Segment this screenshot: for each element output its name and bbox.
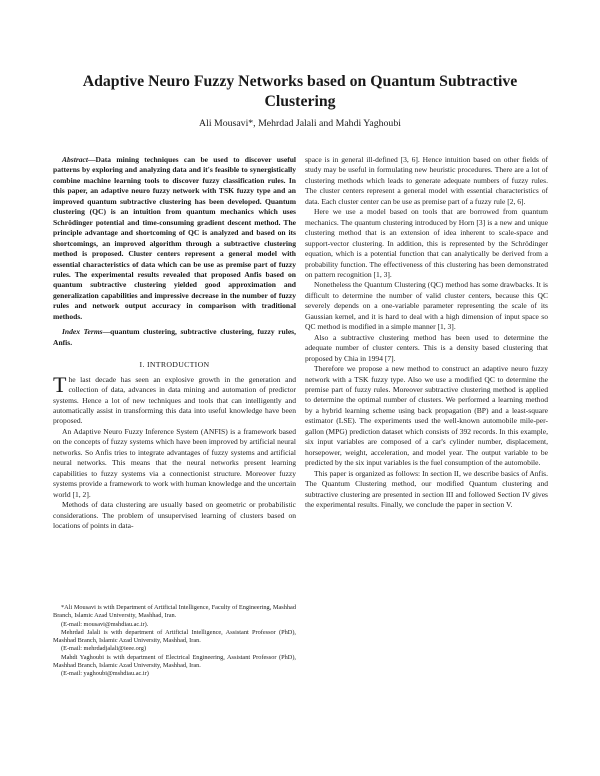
- index-terms: [53, 327, 296, 348]
- footnote-email-2: (E-mail: mehrdadjalali@ieee.org): [61, 645, 147, 653]
- right-paragraph-2: Here we use a model based on tools that are borrowed from quantum mechanics. The quantum clustering introduced by Horn [3] is a new and unique clustering method that is an extension of idea inherent to scale-space and support-vector clustering. In addition, this is represented by the Schrödinger equation, which is a potential function that can analytically be derived from a probability function. The effectiveness of this clustering has been demonstrated on pattern recognition [1, 3].: [305, 207, 548, 279]
- index-terms-label: Index Terms: [62, 327, 103, 337]
- right-column: [305, 155, 548, 510]
- intro-paragraph-3: Methods of data clustering are usually based on geometric or probabilistic considerations. The problem of unsupervised learning of clusters based on locations of points in data-: [53, 500, 296, 530]
- footnote-email-3: (E-mail: yaghoubi@mshdiau.ac.ir): [61, 670, 149, 678]
- left-column: [53, 155, 296, 531]
- author-footnotes: [53, 604, 296, 679]
- right-paragraph-4: Also a subtractive clustering method has been used to determine the adequate number of cluster centers. This is a density based clustering that proposed by Chia in 1994 [7].: [305, 332, 548, 363]
- footnote-author-2: Mehrdad Jalali is with department of Artificial Intelligence, Assistant Professor (PhD), Mashhad Branch, Islamic Azad University, Mashhad, Iran.: [53, 628, 296, 645]
- right-paragraph-5: Therefore we propose a new method to construct an adaptive neuro fuzzy network with a TSK fuzzy type. Also we use a modified QC to determine the premise part of fuzzy rules. Moreover subtractive clustering method is applied to determine the optimal number of clusters. We performed a learning method by a hybrid learning scheme using back propagation (BP) and a least-square estimator (LSE). The experiments used the well-known automobile mile-per-gallon (MPG) prediction dataset which consists of 392 records. In this example, six input variables are composed of a car's cylinder number, displacement, horsepower, weight, acceleration, and model year. The output variable to be predicted by the six input variables is the fuel consumption of the automobile.: [305, 364, 548, 468]
- dropcap-letter: T: [53, 371, 67, 397]
- footnote-author-1: *Ali Mousavi is with Department of Artificial Intelligence, Faculty of Engineering, Mashhad Branch, Islamic Azad University, Mashhad, Iran.: [53, 604, 296, 620]
- footnote-email-1: (E-mail: mousavi@mshdiau.ac.ir).: [61, 620, 149, 628]
- index-terms-text: —quantum clustering, subtractive clustering, fuzzy rules, Anfis.: [53, 327, 296, 347]
- intro-paragraph-1-text: he last decade has seen an explosive growth in the generation and collection of data, advances in data mining and automation of predictor systems. Hence a lot of new techniques and tools that can intelligently and automatically assist in transforming this data into useful knowledge have been proposed.: [53, 374, 296, 426]
- right-paragraph-1: space is in general ill-defined [3, 6]. Hence intuition based on other fields of study may be useful in formulating new heuristic procedures. There are a lot of clustering methods which leads to generate adequate numbers of fuzzy rules. The cluster centers represent a general model with essential characteristics of data. Each cluster center can be use as premise part of a fuzzy rule [2, 6].: [305, 155, 548, 206]
- paper-authors: Ali Mousavi*, Mehrdad Jalali and Mahdi Yaghoubi: [199, 118, 401, 129]
- abstract: [53, 155, 296, 322]
- abstract-text: —Data mining techniques can be used to discover useful patterns by exploring and analyzing data and it's feasible to synergistically combine machine learning tools to discover fuzzy classification rules. In this paper, an adaptive neuro fuzzy network with TSK fuzzy type and an improved quantum subtractive clustering has been developed. Quantum clustering (QC) is an intuition from quantum mechanics which uses Schrödinger potential and time-consuming gradient descent method. The principle advantage and shortcoming of QC is analyzed and based on its shortcomings, an improved algorithm through a subtractive clustering method is proposed. Cluster centers represent a general model with essential characteristics of data which can be use as premise part of fuzzy rules. The experimental results revealed that proposed Anfis based on quantum subtractive clustering yielded good approximation and generalization capabilities and impressive decrease in the number of fuzzy rules and network output accuracy in comparison with traditional methods.: [53, 155, 296, 321]
- right-paragraph-6: This paper is organized as follows: In section II, we describe basics of Anfis. The Quantum Clustering method, our modified Quantum clustering and subtractive clustering are presented in section III and followed Section IV gives the experimental results. Finally, we conclude the paper in section V.: [305, 468, 548, 509]
- section-heading-introduction: I. INTRODUCTION: [139, 360, 210, 370]
- right-paragraph-3: Nonetheless the Quantum Clustering (QC) method has some drawbacks. It is difficult to determine the number of valid cluster centers, because this QC severely depends on a one-variable parameter representing the scale of its Gaussian kernel, and it is hard to deal with a high dimension of input space so QC method is modified in a simple manner [1, 3].: [305, 280, 548, 332]
- intro-paragraph-2: An Adaptive Neuro Fuzzy Inference System (ANFIS) is a framework based on the concepts of fuzzy systems which have been improved by artificial neural networks. So Anfis tries to integrate advantages of fuzzy systems and artificial neural networks. This means that the neural networks present learning capabilities to fuzzy systems via a connectionist structure. Moreover fuzzy systems provide a framework to work with human knowledge and the uncertain world [1, 2].: [53, 426, 296, 499]
- intro-paragraph-1: [53, 371, 296, 427]
- footnote-author-3: Mahdi Yaghoubi is with department of Electrical Engineering, Assistant Professor (PhD), Mashhad Branch, Islamic Azad University, Mashhad, Iran.: [53, 653, 296, 670]
- paper-title: Adaptive Neuro Fuzzy Networks based on Quantum Subtractive Clustering: [82, 73, 518, 110]
- abstract-label: Abstract: [62, 155, 88, 164]
